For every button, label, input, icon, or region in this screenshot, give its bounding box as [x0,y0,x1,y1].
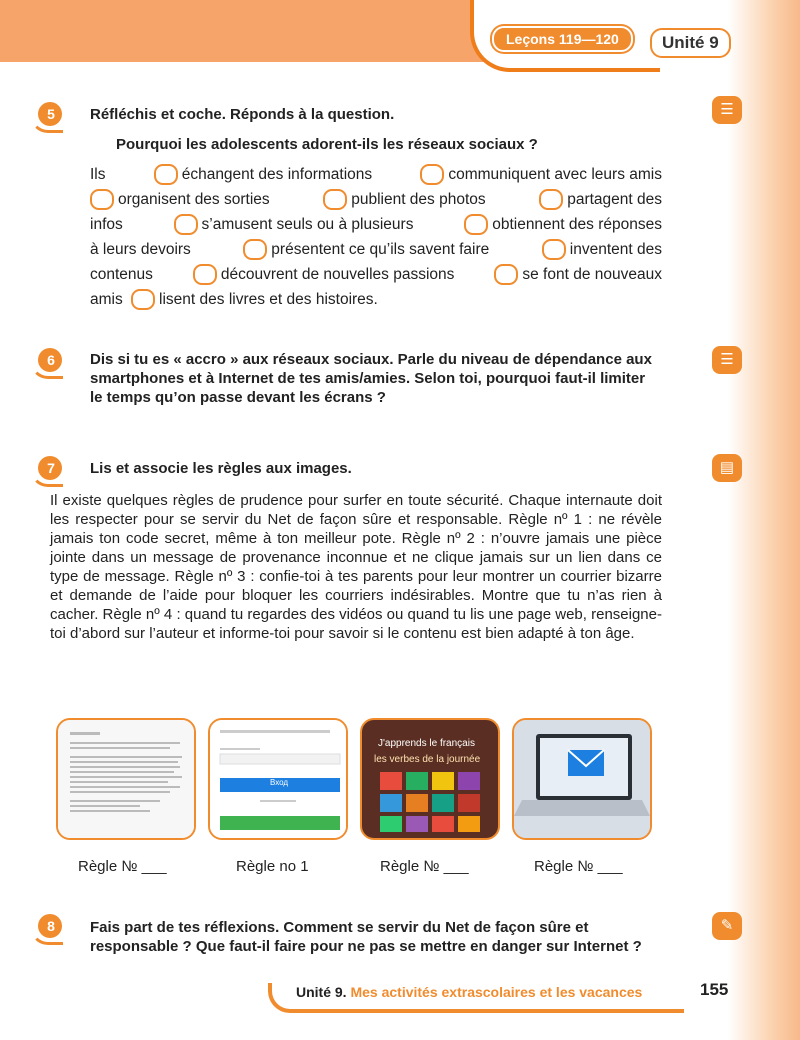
choice-text: obtiennent des réponses [492,216,662,233]
choice-text: Ils [90,166,106,183]
choice-text: infos [90,216,123,233]
exercise-5-title: Réfléchis et coche. Réponds à la question. [90,106,395,123]
choice-text: amis [90,291,123,308]
exercise-7-title: Lis et associe les règles aux images. [90,460,352,477]
unit-badge: Unité 9 [650,28,731,58]
checkbox[interactable] [174,214,198,235]
exercise-number-8: 8 [38,914,64,938]
lessons-badge: Leçons 119—120 [492,26,633,52]
login-button-label: Вход [270,778,289,787]
document-page-illustration [58,720,194,838]
app-subheading: les verbes de la journée [374,754,481,765]
choice-text: partagent des [567,191,662,208]
checkbox[interactable] [243,239,267,260]
exercise-6-text: Dis si tu es « accro » aux réseaux sociaux. Parle du niveau de dépendance aux smartphones et à Internet de tes amis/amies. Selon toi, pourquoi faut-il limiter le temps qu’on passe devant les écrans ? [90,351,652,406]
right-margin-strip [728,0,800,1040]
checkbox[interactable] [542,239,566,260]
image-french-app [360,718,500,840]
speech-icon: ☰ [712,346,742,374]
exercise-number-7: 7 [38,456,64,480]
exercise-5-choices [90,162,662,312]
caption-1: Règle № ___ [78,858,167,875]
exercise-8-text: Fais part de tes réflexions. Comment se servir du Net de façon sûre et responsable ? Que faut-il faire pour ne pas se mettre en danger sur Internet ? [90,919,642,955]
choice-text: publient des photos [351,191,486,208]
choice-text: se font de nouveaux [522,266,662,283]
checkbox[interactable] [193,264,217,285]
footer-title [296,984,642,1000]
page-number: 155 [700,980,729,999]
choice-text: contenus [90,266,153,283]
caption-2: Règle no 1 [236,858,309,875]
exercise-number-5: 5 [38,102,64,126]
caption-4: Règle № ___ [534,858,623,875]
choice-text: inventent des [569,241,662,258]
speech-icon: ☰ [712,96,742,124]
choice-text: organisent des sorties [118,191,270,208]
exercise-7-reading: Il existe quelques règles de prudence pour surfer en toute sécurité. Chaque internaute doit les respecter pour se servir du Net de façon sûre et responsable. Règle nº 1 : ne révèle jamais ton code secret, même à ton meilleur pote. Règle nº 2 : n’ouvre jamais une pièce jointe dans un message de provenance inconnue et ne clique jamais sur un lien dans ce type de message. Règle nº 3 : confie-toi à tes parents pour leur montrer un courrier bizarre et demande de l’aide pour bloquer les courriers indésirables. Montre que tu n’as rien à cacher. Règle nº 4 : quand tu regardes des vidéos ou quand tu lis une page web, renseigne-toi d’abord sur l’auteur et informe-toi pour savoir si le contenu est bien adapté à ton âge. [50,492,662,642]
choice-text: découvrent de nouvelles passions [220,266,455,283]
choice-text: lisent des livres et des histoires. [159,291,378,308]
footer-subtitle: Mes activités extrascolaires et les vacances [350,984,643,1000]
choice-text: échangent des informations [181,166,373,183]
choice-text: communiquent avec leurs amis [448,166,662,183]
checkbox[interactable] [420,164,444,185]
app-heading: J'apprends le français [378,738,475,749]
image-login-form [208,718,348,840]
checkbox[interactable] [154,164,178,185]
checkbox[interactable] [494,264,518,285]
choice-text: s’amusent seuls ou à plusieurs [201,216,414,233]
notebook-icon: ▤ [712,454,742,482]
checkbox[interactable] [464,214,488,235]
choice-text: présentent ce qu’ils savent faire [271,241,490,258]
choice-text: à leurs devoirs [90,241,191,258]
caption-3: Règle № ___ [380,858,469,875]
pencil-icon: ✎ [712,912,742,940]
exercise-5-question: Pourquoi les adolescents adorent-ils les réseaux sociaux ? [116,136,538,153]
image-document-page [56,718,196,840]
checkbox[interactable] [90,189,114,210]
checkbox[interactable] [539,189,563,210]
exercise-number-6: 6 [38,348,64,372]
checkbox[interactable] [131,289,155,310]
checkbox[interactable] [323,189,347,210]
image-laptop-mail [512,718,652,840]
footer-unit: Unité 9. [296,984,347,1000]
laptop-mail-illustration [514,720,650,838]
